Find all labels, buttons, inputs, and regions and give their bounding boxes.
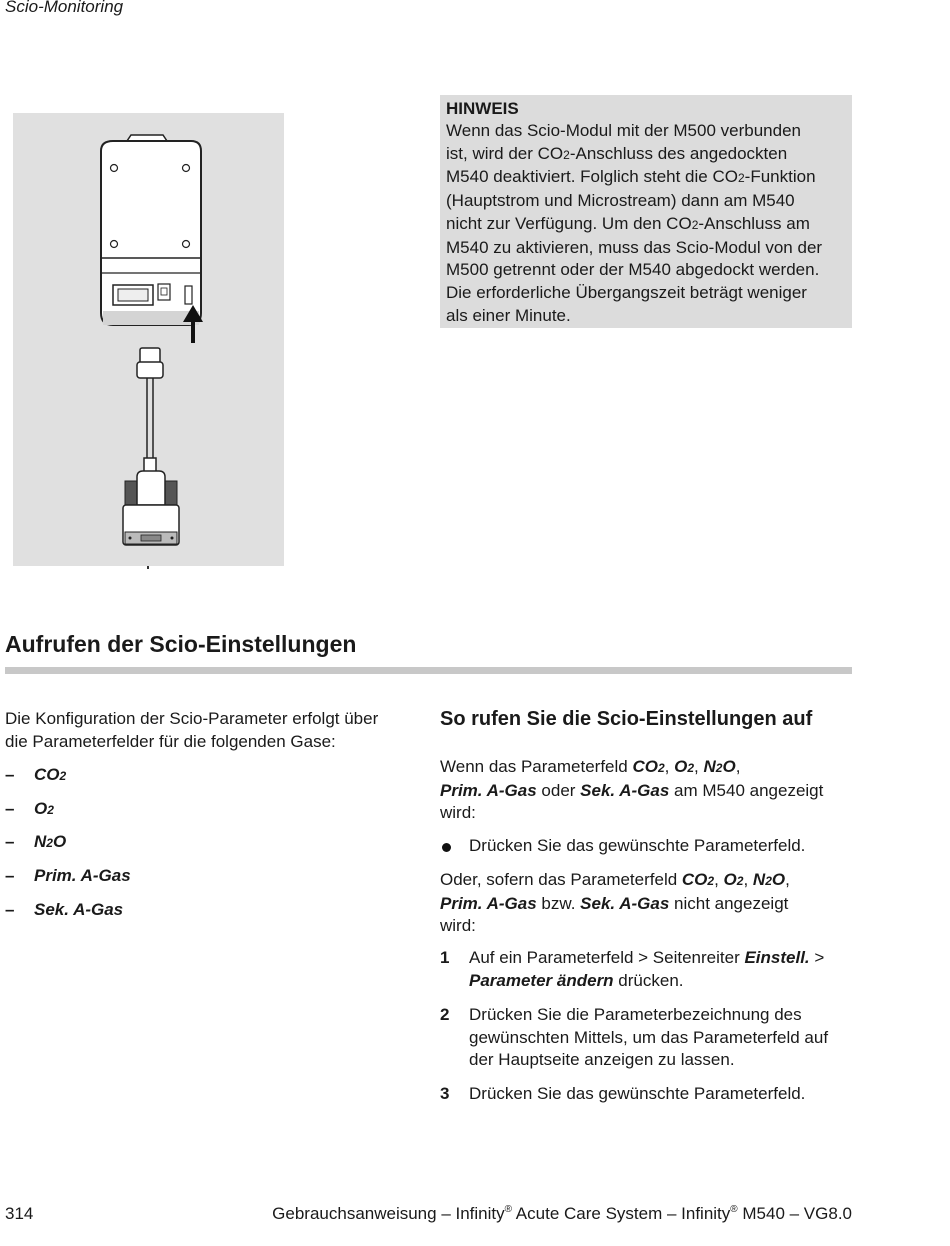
step-item: 3 Drücken Sie das gewünschte Parameterfeld. xyxy=(440,1084,806,1103)
note-line: M540 deaktiviert. Folglich steht die CO2-Funktion xyxy=(446,167,816,187)
note-line: M500 getrennt oder der M540 abgedockt werden. xyxy=(446,260,820,280)
intro-text: Die Konfiguration der Scio-Parameter erfolgt über xyxy=(5,709,379,728)
intro-text: die Parameterfelder für die folgenden Gase: xyxy=(5,731,336,751)
bullet-icon xyxy=(442,843,451,852)
page-number: 314 xyxy=(5,1204,34,1223)
section-divider xyxy=(5,667,852,674)
note-line: nicht zur Verfügung. Um den CO2-Anschluss am xyxy=(446,213,810,233)
note-line: (Hauptstrom und Microstream) dann am M540 xyxy=(446,191,795,211)
list-item: – Prim. A-Gas xyxy=(5,866,131,886)
note-line: Wenn das Scio-Modul mit der M500 verbunden xyxy=(446,121,801,140)
left-column xyxy=(5,708,415,919)
condition-paragraph: Wenn das Parameterfeld CO2, O2, N2O, Prim. A-Gas oder Sek. A-Gas am M540 angezeigt wird: xyxy=(440,757,824,823)
figure-marker xyxy=(147,566,149,569)
footer-text: Gebrauchsanweisung – Infinity® Acute Care System – Infinity® M540 – VG8.0 xyxy=(272,1204,852,1223)
note-line: ist, wird der CO2-Anschluss des angedockten xyxy=(446,143,788,163)
step-item: 1 Auf ein Parameterfeld > Seitenreiter Einstell. > Parameter ändern drücken. xyxy=(440,948,825,990)
list-item: – Sek. A-Gas xyxy=(5,899,124,919)
note-line: Die erforderliche Übergangszeit beträgt weniger xyxy=(446,282,807,302)
device-illustration xyxy=(13,113,284,566)
list-item: – O2 xyxy=(5,798,54,818)
subsection-title: So rufen Sie die Scio-Einstellungen auf xyxy=(440,708,813,730)
note-line: M540 zu aktivieren, muss das Scio-Modul von der xyxy=(446,237,823,257)
step-item: 2 Drücken Sie die Parameterbezeichnung des gewünschten Mittels, um das Parameterfeld auf der Hauptseite anzeigen zu lassen. xyxy=(440,1005,829,1070)
running-header: Scio-Monitoring xyxy=(5,0,124,16)
condition-paragraph: Oder, sofern das Parameterfeld CO2, O2, N2O, Prim. A-Gas bzw. Sek. A-Gas nicht angezeigt wird: xyxy=(440,870,790,936)
section-title: Aufrufen der Scio-Einstellungen xyxy=(5,631,357,657)
list-item: – CO2 xyxy=(5,765,67,784)
note-title: HINWEIS xyxy=(446,99,519,118)
list-item: Drücken Sie das gewünschte Parameterfeld. xyxy=(440,835,805,858)
list-item: – N2O xyxy=(5,832,67,852)
note-line: als einer Minute. xyxy=(446,305,571,325)
gas-list xyxy=(5,764,131,932)
note-box xyxy=(440,95,852,328)
